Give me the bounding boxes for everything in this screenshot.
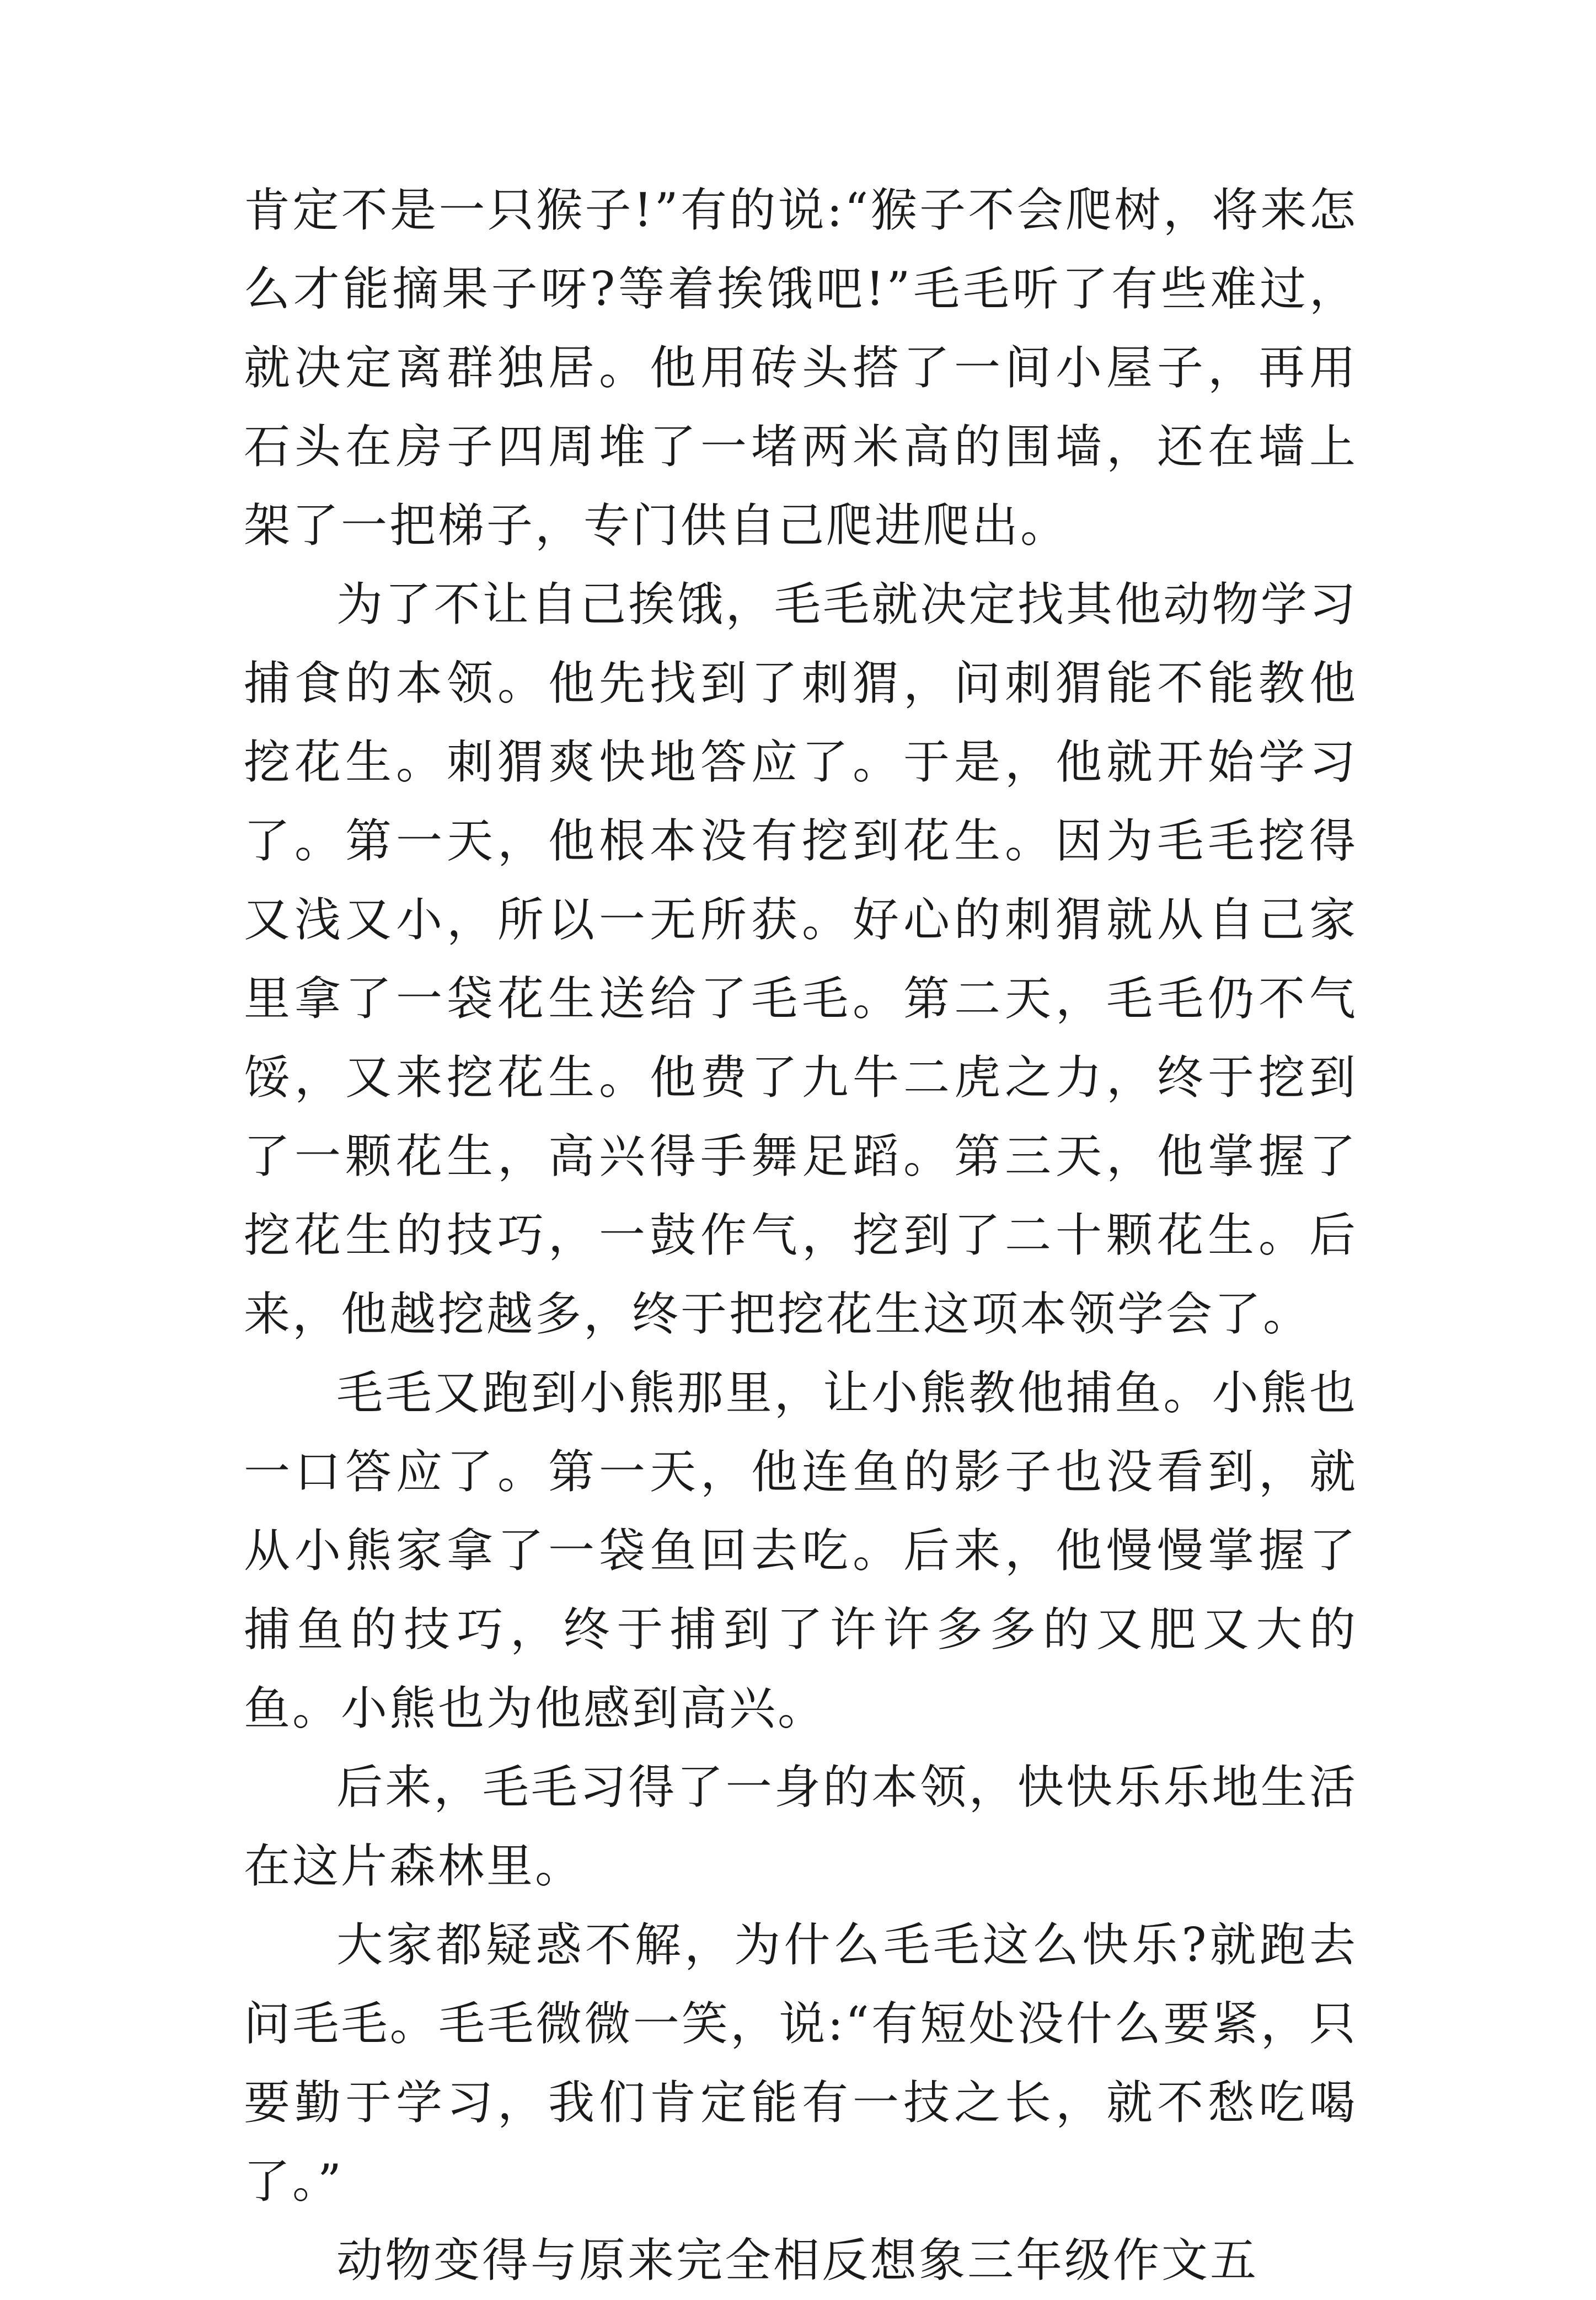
paragraph-5: 大家都疑惑不解，为什么毛毛这么快乐?就跑去问毛毛。毛毛微微一笑，说:“有短处没什么要紧，只要勤于学习，我们肯定能有一技之长，就不愁吃喝了。” <box>244 1918 1358 2208</box>
paragraph-4: 后来，毛毛习得了一身的本领，快快乐乐地生活在这片森林里。 <box>244 1760 1358 1893</box>
document-body <box>244 171 1358 2300</box>
paragraph-2: 为了不让自己挨饿，毛毛就决定找其他动物学习捕食的本领。他先找到了刺猬，问刺猬能不能教他挖花生。刺猬爽快地答应了。于是，他就开始学习了。第一天，他根本没有挖到花生。因为毛毛挖得又浅又小，所以一无所获。好心的刺猬就从自己家里拿了一袋花生送给了毛毛。第二天，毛毛仍不气馁，又来挖花生。他费了九牛二虎之力，终于挖到了一颗花生，高兴得手舞足蹈。第三天，他掌握了挖花生的技巧，一鼓作气，挖到了二十颗花生。后来，他越挖越多，终于把挖花生这项本领学会了。 <box>244 577 1358 1341</box>
section-heading: 动物变得与原来完全相反想象三年级作文五 <box>336 2233 1259 2287</box>
paragraph-1: 肯定不是一只猴子!”有的说:“猴子不会爬树，将来怎么才能摘果子呀?等着挨饿吧!”毛毛听了有些难过，就决定离群独居。他用砖头搭了一间小屋子，再用石头在房子四周堆了一堵两米高的围墙，还在墙上架了一把梯子，专门供自己爬进爬出。 <box>244 183 1358 553</box>
paragraph-3: 毛毛又跑到小熊那里，让小熊教他捕鱼。小熊也一口答应了。第一天，他连鱼的影子也没看到，就从小熊家拿了一袋鱼回去吃。后来，他慢慢掌握了捕鱼的技巧，终于捕到了许许多多的又肥又大的鱼。小熊也为他感到高兴。 <box>244 1366 1358 1735</box>
